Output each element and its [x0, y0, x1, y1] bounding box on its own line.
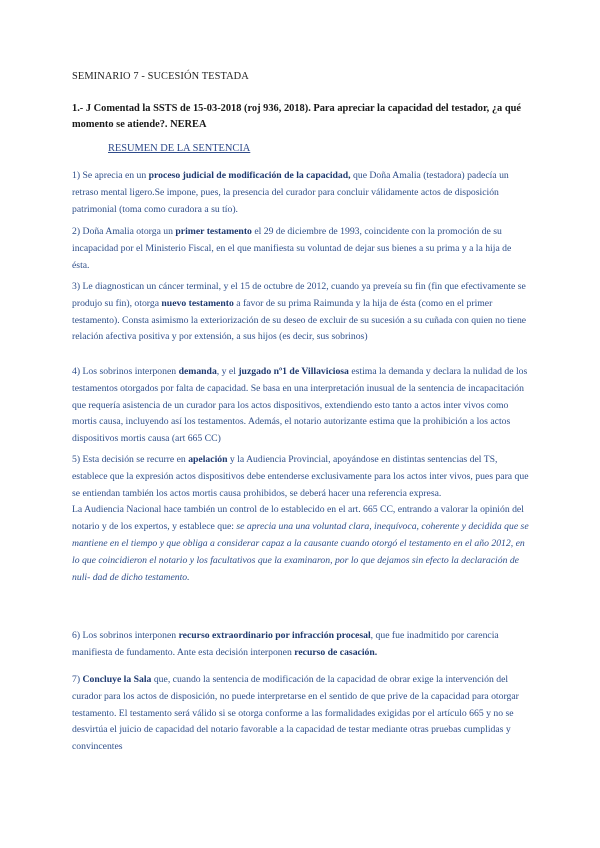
p6-bold-casacion: recurso de casación.: [294, 646, 378, 658]
p4-bold-demanda: demanda: [178, 366, 217, 377]
question-heading: 1.- J Comentad la SSTS de 15-03-2018 (roj 936, 2018). Para apreciar la capacidad del testador, ¿a qué momento se atiende?. NEREA: [72, 103, 522, 130]
p5-text-c: y la Audiencia Provincial, apoyándose en distintas sentencias del TS, establece que la expresión actos dispositivos debe entenderse exclusivamente para los actos inter vivos, pues para que se entiendan también los actos mortis causa prohibidos, se deberá hacer una referencia expresa.: [72, 454, 529, 499]
p5-bold: apelación: [188, 454, 228, 465]
p7-text-c: que, cuando la sentencia de modificación de la capacidad de obrar exige la intervención del curador para los actos de disposición, no puede interpretarse en el sentido de que prive de la capacidad para otorgar testamento. El testamento será válido si se otorga conforme a las formalidades exigidas por el artículo 665 y no se desvirtúa el juicio de capacidad del notario favorable a la capacidad de testar mediante otras pruebas cumplidas y convincentes: [72, 674, 519, 753]
p4-text-c: , y el: [216, 366, 239, 377]
paragraph-1: [72, 168, 530, 218]
p1-bold: proceso judicial de modificación de la capacidad,: [148, 170, 351, 181]
p5-text-a: 5) Esta decisión se recurre en: [72, 454, 189, 465]
p6-bold-recurso: recurso extraordinario por infracción procesal: [178, 630, 371, 641]
p6-text-a: 6) Los sobrinos interponen: [72, 630, 179, 641]
p2-text-a: 2) Doña Amalia otorga un: [72, 226, 176, 237]
p5-text-d: La Audiencia Nacional hace también un control de lo establecido en el art. 665 CC, entrando a valorar la opinión del notario y de los expertos, y establece que:: [72, 504, 524, 533]
p4-text-a: 4) Los sobrinos interponen: [72, 366, 179, 377]
p4-text-e: estima la demanda y declara la nulidad de los testamentos otorgados por falta de capacidad. Se basa en una interpretación inusual de la sentencia de incapacitación que requería asistencia de un curador para los actos dispositivos, extendiendo esto tanto a actos inter vivos como mortis causa, incluyendo así los testamentos. Además, el notario autorizante estima que la prohibición a los actos dispositivos mortis causa (art 665 CC): [72, 366, 528, 445]
p7-text-a: 7): [72, 674, 83, 685]
p5-audiencia-line: [72, 502, 530, 586]
p4-bold-juzgado: juzgado nº1 de Villaviciosa: [238, 366, 349, 377]
p5-quote: se aprecia una una voluntad clara, inequívoca, coherente y decidida que se mantiene en el tiempo y que obliga a considerar capaz a la causante cuando otorgó el testamento en el año 2012, en lo que coincidieron el notario y los facultativos que la examinaron, por lo que dejamos sin efecto la declaración de nuli- dad de dicho testamento.: [72, 521, 529, 583]
p3-text-a: 3) Le diagnostican un cáncer terminal, y el 15 de octubre de 2012, cuando ya preveía su fin (fin que efectivamente se produjo su fin), otorga: [72, 281, 526, 309]
p2-bold: primer testamento: [175, 226, 252, 237]
p3-text-c: a favor de su prima Raimunda y la hija de ésta (como en el primer testamento). Consta asimismo la exteriorización de su deseo de excluir de su sucesión a su cuñada con quien no tiene relación afectiva positiva y por extensión, a sus hijos (es decir, sus sobrinos): [72, 297, 527, 343]
p1-text-c: que Doña Amalia (testadora) padecía un retraso mental ligero.Se impone, pues, la presencia del curador para concluir válidamente actos de disposición patrimonial (toma como curadora a su tío).: [72, 170, 509, 215]
p2-text-c: el 29 de diciembre de 1993, coincidente con la promoción de su incapacidad por el Ministerio Fiscal, en el que manifiesta su voluntad de dejar sus bienes a su prima y a la hija de ésta.: [72, 226, 512, 271]
summary-heading: RESUMEN DE LA SENTENCIA: [108, 143, 251, 154]
paragraph-5: [72, 452, 530, 586]
p1-text-a: 1) Se aprecia en un: [72, 170, 149, 181]
p3-bold: nuevo testamento: [161, 297, 234, 309]
p7-bold: Concluye la Sala: [82, 674, 152, 685]
paragraph-2: [72, 224, 530, 274]
paragraph-4: [72, 364, 530, 448]
paragraph-3: [72, 279, 530, 346]
document-title: SEMINARIO 7 - SUCESIÓN TESTADA: [72, 71, 249, 82]
paragraph-6: [72, 628, 530, 662]
paragraph-7: [72, 672, 530, 756]
p6-text-c: , que fue inadmitido por carencia manifiesta de fundamento. Ante esta decisión interponen: [72, 630, 499, 658]
